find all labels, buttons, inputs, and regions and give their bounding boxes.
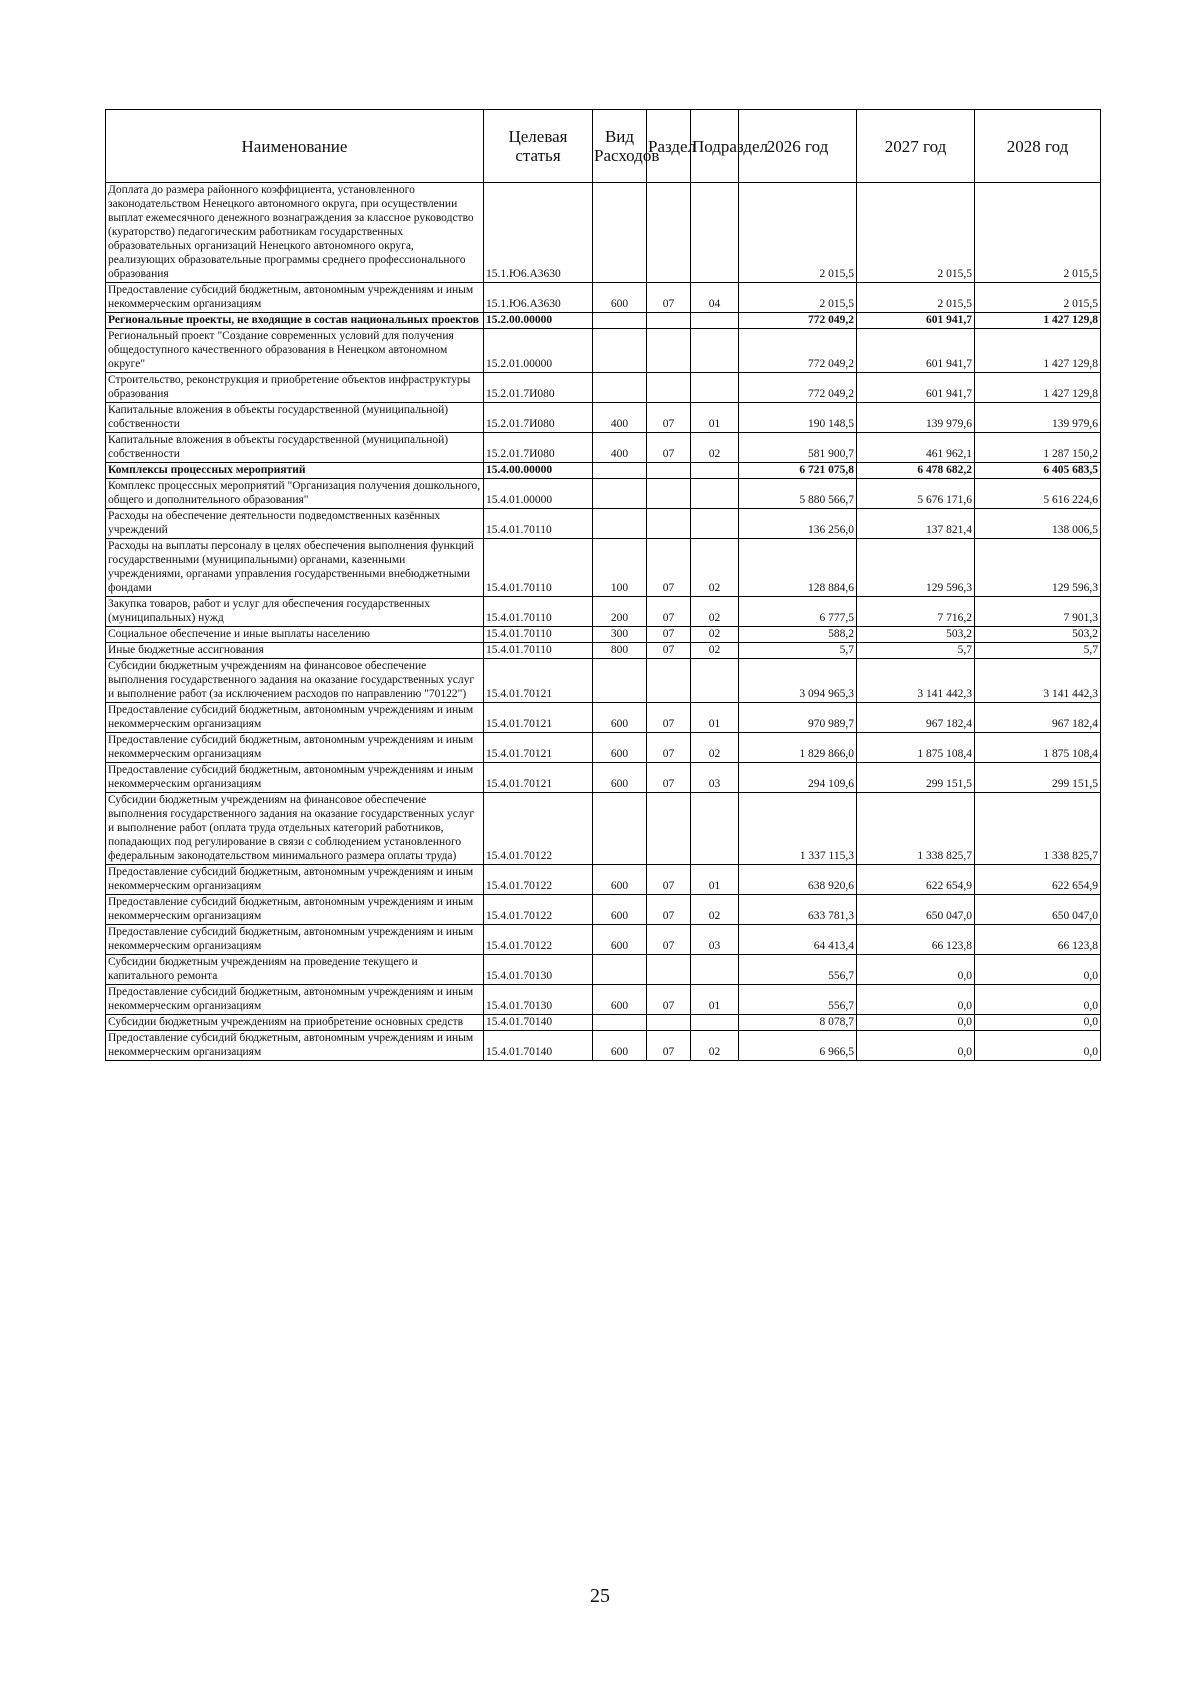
row-value-2026: 556,7 — [739, 955, 857, 985]
row-section — [647, 329, 691, 373]
row-value-2026: 5,7 — [739, 643, 857, 659]
row-subsection — [691, 509, 739, 539]
row-kind: 600 — [593, 733, 647, 763]
row-section: 07 — [647, 597, 691, 627]
row-target: 15.4.00.00000 — [484, 463, 593, 479]
row-target: 15.2.01.7И080 — [484, 403, 593, 433]
row-value-2027: 2 015,5 — [857, 283, 975, 313]
table-row — [106, 763, 1101, 793]
row-value-2026: 772 049,2 — [739, 329, 857, 373]
row-section: 07 — [647, 283, 691, 313]
row-value-2027: 139 979,6 — [857, 403, 975, 433]
row-subsection — [691, 479, 739, 509]
row-value-2026: 294 109,6 — [739, 763, 857, 793]
row-value-2028: 0,0 — [975, 955, 1101, 985]
row-kind: 400 — [593, 433, 647, 463]
row-kind — [593, 479, 647, 509]
row-value-2028: 0,0 — [975, 1031, 1101, 1061]
row-subsection: 01 — [691, 865, 739, 895]
row-value-2026: 3 094 965,3 — [739, 659, 857, 703]
row-value-2027: 0,0 — [857, 1031, 975, 1061]
row-section — [647, 509, 691, 539]
row-target: 15.4.01.70110 — [484, 539, 593, 597]
row-name: Предоставление субсидий бюджетным, автономным учреждениям и иным некоммерческим организациям — [106, 283, 484, 313]
table-row — [106, 643, 1101, 659]
row-subsection: 02 — [691, 539, 739, 597]
row-value-2027: 1 875 108,4 — [857, 733, 975, 763]
row-subsection: 02 — [691, 733, 739, 763]
row-value-2028: 6 405 683,5 — [975, 463, 1101, 479]
row-value-2026: 633 781,3 — [739, 895, 857, 925]
row-name: Капитальные вложения в объекты государственной (муниципальной) собственности — [106, 433, 484, 463]
row-subsection: 02 — [691, 597, 739, 627]
header-2027: 2027 год — [857, 110, 975, 183]
row-value-2027: 1 338 825,7 — [857, 793, 975, 865]
row-kind: 600 — [593, 985, 647, 1015]
row-kind: 400 — [593, 403, 647, 433]
row-value-2026: 772 049,2 — [739, 313, 857, 329]
table-row — [106, 733, 1101, 763]
row-target: 15.4.01.70122 — [484, 865, 593, 895]
row-section: 07 — [647, 733, 691, 763]
row-subsection: 03 — [691, 925, 739, 955]
row-target: 15.1.Ю6.А3630 — [484, 183, 593, 283]
row-subsection — [691, 329, 739, 373]
row-name: Субсидии бюджетным учреждениям на финансовое обеспечение выполнения государственного задания на оказание государственных услуг и выполнение работ (за исключением расходов по направлению "70122") — [106, 659, 484, 703]
row-value-2027: 601 941,7 — [857, 329, 975, 373]
row-value-2027: 0,0 — [857, 955, 975, 985]
row-value-2027: 0,0 — [857, 1015, 975, 1031]
table-row — [106, 509, 1101, 539]
row-name: Региональный проект "Создание современных условий для получения общедоступного качественного образования в Ненецком автономном округе" — [106, 329, 484, 373]
table-row — [106, 329, 1101, 373]
row-value-2027: 137 821,4 — [857, 509, 975, 539]
row-target: 15.2.01.7И080 — [484, 373, 593, 403]
row-name: Строительство, реконструкция и приобретение объектов инфраструктуры образования — [106, 373, 484, 403]
row-name: Расходы на выплаты персоналу в целях обеспечения выполнения функций государственными (муниципальными) органами, казенными учреждениями, органами управления государственными внебюджетными фондами — [106, 539, 484, 597]
row-value-2027: 461 962,1 — [857, 433, 975, 463]
table-row — [106, 1015, 1101, 1031]
row-value-2027: 0,0 — [857, 985, 975, 1015]
row-kind: 600 — [593, 865, 647, 895]
row-name: Закупка товаров, работ и услуг для обеспечения государственных (муниципальных) нужд — [106, 597, 484, 627]
row-value-2027: 2 015,5 — [857, 183, 975, 283]
row-kind: 600 — [593, 763, 647, 793]
row-target: 15.2.01.00000 — [484, 329, 593, 373]
row-section: 07 — [647, 627, 691, 643]
table-row — [106, 283, 1101, 313]
page-number: 25 — [590, 1585, 610, 1607]
row-section — [647, 373, 691, 403]
row-name: Предоставление субсидий бюджетным, автономным учреждениям и иным некоммерческим организациям — [106, 985, 484, 1015]
row-value-2027: 601 941,7 — [857, 313, 975, 329]
table-row — [106, 479, 1101, 509]
row-target: 15.4.01.70140 — [484, 1031, 593, 1061]
row-target: 15.4.01.70140 — [484, 1015, 593, 1031]
header-2028: 2028 год — [975, 110, 1101, 183]
row-value-2027: 5 676 171,6 — [857, 479, 975, 509]
table-row — [106, 895, 1101, 925]
row-value-2027: 129 596,3 — [857, 539, 975, 597]
row-subsection — [691, 373, 739, 403]
row-section: 07 — [647, 865, 691, 895]
table-row — [106, 703, 1101, 733]
row-name: Доплата до размера районного коэффициента, установленного законодательством Ненецкого автономного округа, при осуществлении выплат ежемесячного денежного вознаграждения за классное руководство (кураторство) педагогическим работникам государственных образовательных организаций Ненецкого автономного округа, реализующих образовательные программы среднего профессионального образования — [106, 183, 484, 283]
row-value-2027: 66 123,8 — [857, 925, 975, 955]
row-subsection — [691, 1015, 739, 1031]
row-target: 15.4.01.70121 — [484, 659, 593, 703]
table-row — [106, 865, 1101, 895]
row-value-2028: 650 047,0 — [975, 895, 1101, 925]
row-value-2028: 1 287 150,2 — [975, 433, 1101, 463]
table-row — [106, 403, 1101, 433]
row-target: 15.4.01.70121 — [484, 733, 593, 763]
row-target: 15.4.01.70110 — [484, 509, 593, 539]
row-target: 15.4.01.00000 — [484, 479, 593, 509]
row-target: 15.4.01.70122 — [484, 793, 593, 865]
row-kind: 100 — [593, 539, 647, 597]
row-subsection: 01 — [691, 403, 739, 433]
row-section: 07 — [647, 703, 691, 733]
row-value-2027: 650 047,0 — [857, 895, 975, 925]
row-value-2028: 66 123,8 — [975, 925, 1101, 955]
row-name: Комплекс процессных мероприятий "Организация получения дошкольного, общего и дополнительного образования" — [106, 479, 484, 509]
row-name: Социальное обеспечение и иные выплаты населению — [106, 627, 484, 643]
row-target: 15.4.01.70122 — [484, 925, 593, 955]
row-subsection — [691, 659, 739, 703]
row-value-2027: 967 182,4 — [857, 703, 975, 733]
row-value-2028: 0,0 — [975, 1015, 1101, 1031]
row-target: 15.4.01.70122 — [484, 895, 593, 925]
row-value-2027: 5,7 — [857, 643, 975, 659]
row-value-2028: 1 875 108,4 — [975, 733, 1101, 763]
row-value-2028: 2 015,5 — [975, 283, 1101, 313]
row-value-2026: 581 900,7 — [739, 433, 857, 463]
row-value-2026: 1 337 115,3 — [739, 793, 857, 865]
row-value-2028: 138 006,5 — [975, 509, 1101, 539]
row-section — [647, 955, 691, 985]
row-name: Субсидии бюджетным учреждениям на финансовое обеспечение выполнения государственного задания на оказание государственных услуг и выполнение работ (оплата труда отдельных категорий работников, попадающих под регулирование в связи с соблюдением установленного федеральным законодательством минимального размера оплаты труда) — [106, 793, 484, 865]
row-subsection: 04 — [691, 283, 739, 313]
row-section: 07 — [647, 643, 691, 659]
row-value-2027: 601 941,7 — [857, 373, 975, 403]
row-value-2028: 5,7 — [975, 643, 1101, 659]
table-row — [106, 925, 1101, 955]
row-section: 07 — [647, 1031, 691, 1061]
row-kind — [593, 373, 647, 403]
row-target: 15.4.01.70121 — [484, 703, 593, 733]
row-name: Субсидии бюджетным учреждениям на приобретение основных средств — [106, 1015, 484, 1031]
row-name: Комплексы процессных мероприятий — [106, 463, 484, 479]
row-kind: 300 — [593, 627, 647, 643]
table-row — [106, 539, 1101, 597]
row-value-2028: 503,2 — [975, 627, 1101, 643]
row-value-2027: 3 141 442,3 — [857, 659, 975, 703]
row-name: Региональные проекты, не входящие в состав национальных проектов — [106, 313, 484, 329]
row-value-2026: 638 920,6 — [739, 865, 857, 895]
row-kind — [593, 509, 647, 539]
row-value-2027: 6 478 682,2 — [857, 463, 975, 479]
row-subsection: 01 — [691, 703, 739, 733]
row-name: Предоставление субсидий бюджетным, автономным учреждениям и иным некоммерческим организациям — [106, 1031, 484, 1061]
row-subsection: 02 — [691, 643, 739, 659]
row-kind: 600 — [593, 925, 647, 955]
table-row — [106, 627, 1101, 643]
table-row — [106, 463, 1101, 479]
row-kind — [593, 659, 647, 703]
row-value-2026: 2 015,5 — [739, 283, 857, 313]
table-row — [106, 597, 1101, 627]
row-target: 15.2.00.00000 — [484, 313, 593, 329]
row-value-2027: 299 151,5 — [857, 763, 975, 793]
row-kind — [593, 793, 647, 865]
row-value-2027: 622 654,9 — [857, 865, 975, 895]
row-value-2028: 1 338 825,7 — [975, 793, 1101, 865]
row-target: 15.2.01.7И080 — [484, 433, 593, 463]
row-kind — [593, 955, 647, 985]
row-value-2026: 970 989,7 — [739, 703, 857, 733]
row-value-2028: 139 979,6 — [975, 403, 1101, 433]
row-subsection: 03 — [691, 763, 739, 793]
row-value-2028: 5 616 224,6 — [975, 479, 1101, 509]
row-value-2028: 622 654,9 — [975, 865, 1101, 895]
row-value-2026: 5 880 566,7 — [739, 479, 857, 509]
row-name: Предоставление субсидий бюджетным, автономным учреждениям и иным некоммерческим организациям — [106, 865, 484, 895]
row-section — [647, 313, 691, 329]
row-value-2026: 556,7 — [739, 985, 857, 1015]
row-section: 07 — [647, 925, 691, 955]
row-value-2028: 2 015,5 — [975, 183, 1101, 283]
row-name: Капитальные вложения в объекты государственной (муниципальной) собственности — [106, 403, 484, 433]
row-kind — [593, 1015, 647, 1031]
row-value-2027: 503,2 — [857, 627, 975, 643]
table-body — [106, 183, 1101, 1061]
row-kind: 600 — [593, 283, 647, 313]
row-value-2026: 6 966,5 — [739, 1031, 857, 1061]
row-subsection: 02 — [691, 1031, 739, 1061]
table-row — [106, 313, 1101, 329]
row-subsection — [691, 793, 739, 865]
table-row — [106, 985, 1101, 1015]
row-name: Иные бюджетные ассигнования — [106, 643, 484, 659]
budget-table — [105, 109, 1101, 1061]
row-kind — [593, 183, 647, 283]
header-2026: 2026 год — [739, 110, 857, 183]
row-target: 15.4.01.70130 — [484, 985, 593, 1015]
row-name: Субсидии бюджетным учреждениям на проведение текущего и капитального ремонта — [106, 955, 484, 985]
row-kind: 600 — [593, 703, 647, 733]
row-kind — [593, 463, 647, 479]
row-target: 15.4.01.70110 — [484, 643, 593, 659]
row-subsection: 02 — [691, 895, 739, 925]
row-value-2026: 64 413,4 — [739, 925, 857, 955]
row-kind: 600 — [593, 1031, 647, 1061]
row-section: 07 — [647, 403, 691, 433]
table-row — [106, 1031, 1101, 1061]
row-value-2026: 136 256,0 — [739, 509, 857, 539]
row-value-2028: 299 151,5 — [975, 763, 1101, 793]
table-row — [106, 793, 1101, 865]
row-value-2026: 6 721 075,8 — [739, 463, 857, 479]
row-section: 07 — [647, 539, 691, 597]
row-kind — [593, 329, 647, 373]
row-name: Предоставление субсидий бюджетным, автономным учреждениям и иным некоммерческим организациям — [106, 733, 484, 763]
row-subsection — [691, 183, 739, 283]
header-subsection: Подраздел — [691, 110, 739, 183]
row-value-2028: 7 901,3 — [975, 597, 1101, 627]
header-target: Целевая статья — [484, 110, 593, 183]
row-value-2028: 1 427 129,8 — [975, 313, 1101, 329]
row-value-2028: 1 427 129,8 — [975, 329, 1101, 373]
row-name: Предоставление субсидий бюджетным, автономным учреждениям и иным некоммерческим организациям — [106, 763, 484, 793]
row-section — [647, 659, 691, 703]
row-name: Расходы на обеспечение деятельности подведомственных казённых учреждений — [106, 509, 484, 539]
row-value-2026: 1 829 866,0 — [739, 733, 857, 763]
row-target: 15.4.01.70110 — [484, 597, 593, 627]
row-subsection: 01 — [691, 985, 739, 1015]
table-row — [106, 659, 1101, 703]
row-target: 15.1.Ю6.А3630 — [484, 283, 593, 313]
row-value-2026: 772 049,2 — [739, 373, 857, 403]
table-row — [106, 373, 1101, 403]
row-value-2028: 1 427 129,8 — [975, 373, 1101, 403]
row-value-2026: 190 148,5 — [739, 403, 857, 433]
row-target: 15.4.01.70121 — [484, 763, 593, 793]
row-target: 15.4.01.70110 — [484, 627, 593, 643]
row-value-2028: 129 596,3 — [975, 539, 1101, 597]
row-value-2026: 588,2 — [739, 627, 857, 643]
header-section: Раздел — [647, 110, 691, 183]
row-section: 07 — [647, 985, 691, 1015]
row-name: Предоставление субсидий бюджетным, автономным учреждениям и иным некоммерческим организациям — [106, 703, 484, 733]
row-section — [647, 183, 691, 283]
table-row — [106, 183, 1101, 283]
row-value-2028: 3 141 442,3 — [975, 659, 1101, 703]
row-kind — [593, 313, 647, 329]
row-section: 07 — [647, 763, 691, 793]
row-kind: 600 — [593, 895, 647, 925]
row-value-2028: 0,0 — [975, 985, 1101, 1015]
row-subsection — [691, 955, 739, 985]
header-name: Наименование — [106, 110, 484, 183]
row-value-2026: 2 015,5 — [739, 183, 857, 283]
row-value-2028: 967 182,4 — [975, 703, 1101, 733]
header-row — [106, 110, 1101, 183]
row-subsection — [691, 313, 739, 329]
row-value-2026: 8 078,7 — [739, 1015, 857, 1031]
row-target: 15.4.01.70130 — [484, 955, 593, 985]
row-section: 07 — [647, 895, 691, 925]
row-name: Предоставление субсидий бюджетным, автономным учреждениям и иным некоммерческим организациям — [106, 925, 484, 955]
row-section — [647, 463, 691, 479]
row-value-2026: 128 884,6 — [739, 539, 857, 597]
header-kind: Вид Расходов — [593, 110, 647, 183]
row-section: 07 — [647, 433, 691, 463]
row-subsection: 02 — [691, 627, 739, 643]
table-row — [106, 955, 1101, 985]
row-name: Предоставление субсидий бюджетным, автономным учреждениям и иным некоммерческим организациям — [106, 895, 484, 925]
row-value-2026: 6 777,5 — [739, 597, 857, 627]
row-section — [647, 479, 691, 509]
row-section — [647, 1015, 691, 1031]
table-row — [106, 433, 1101, 463]
row-value-2027: 7 716,2 — [857, 597, 975, 627]
row-section — [647, 793, 691, 865]
row-subsection — [691, 463, 739, 479]
row-subsection: 02 — [691, 433, 739, 463]
row-kind: 200 — [593, 597, 647, 627]
row-kind: 800 — [593, 643, 647, 659]
